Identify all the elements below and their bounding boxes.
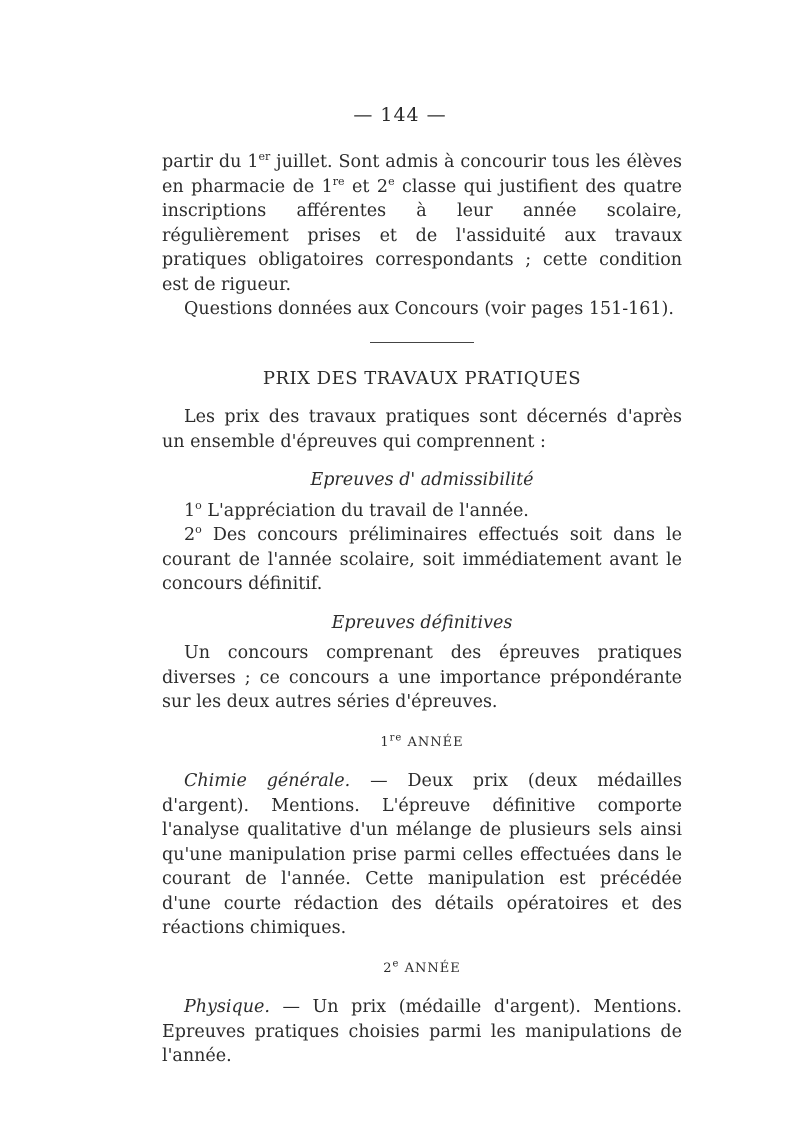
subject-title: Physique.	[184, 997, 270, 1017]
text-run: juillet. Sont admis à concourir tous les élèves en pharmacie de 1	[162, 152, 683, 197]
superscript: e	[388, 174, 395, 188]
paragraph-intro: Les prix des travaux pratiques sont décernés d'après un ensemble d'épreuves qui comprennent :	[162, 407, 682, 452]
text-run: classe qui justifient des quatre inscriptions afférentes à leur année scolaire, régulièrement prises et de l'assiduité aux travaux pratiques obligatoires correspondants ; cette condition est de rigueur.	[162, 176, 683, 295]
text-run: partir du 1	[162, 152, 259, 172]
section-title: PRIX DES TRAVAUX PRATIQUES	[262, 367, 582, 389]
subheading-admissibilite: Epreuves d' admissibilité	[310, 470, 534, 490]
subject-text: — Deux prix (deux médailles d'argent). Mentions. L'épreuve définitive comporte l'analyse qualitative d'un mélange de plusieurs sels ainsi qu'une manipulation prise parmi celles effectuées dans le courant de l'année. Cette manipulation est précédée d'une courte rédaction des détails opératoires et des réactions chimiques.	[162, 771, 682, 938]
year-label: ANNÉE	[399, 960, 461, 976]
item-number: 1	[184, 500, 196, 521]
year-label: ANNÉE	[402, 734, 464, 750]
list-item-2	[162, 523, 682, 597]
subheading-definitives: Epreuves définitives	[331, 612, 513, 633]
superscript: er	[258, 150, 271, 164]
superscript: o	[195, 523, 202, 537]
paragraph-eligibility	[162, 150, 682, 297]
superscript: o	[195, 498, 202, 512]
item-number: 2	[184, 525, 196, 545]
subject-title: Chimie générale.	[184, 771, 351, 791]
page-number: — 144 —	[353, 104, 447, 126]
year-number: 1	[380, 734, 390, 750]
text-run: et 2	[344, 176, 389, 197]
item-text: Des concours préliminaires effectués soit dans le courant de l'année scolaire, soit immédiatement avant le concours définitif.	[162, 525, 682, 594]
superscript: e	[392, 958, 400, 970]
superscript: re	[332, 174, 345, 188]
item-text: L'appréciation du travail de l'année.	[201, 500, 529, 521]
page-content	[162, 150, 682, 1069]
superscript: re	[389, 732, 403, 744]
list-item-1	[162, 499, 682, 524]
paragraph-physique	[162, 995, 682, 1069]
subject-text: — Un prix (médaille d'argent). Mentions. Epreuves pratiques choisies parmi les manipulations de l'année.	[162, 997, 682, 1066]
year-number: 2	[383, 960, 393, 976]
paragraph-questions: Questions données aux Concours (voir pages 151-161).	[184, 299, 674, 319]
paragraph-definitives: Un concours comprenant des épreuves pratiques diverses ; ce concours a une importance prépondérante sur les deux autres séries d'épreuves.	[162, 643, 682, 712]
year-heading-1	[162, 731, 682, 756]
section-divider	[370, 342, 474, 343]
year-heading-2	[162, 957, 682, 982]
paragraph-chimie	[162, 769, 682, 941]
